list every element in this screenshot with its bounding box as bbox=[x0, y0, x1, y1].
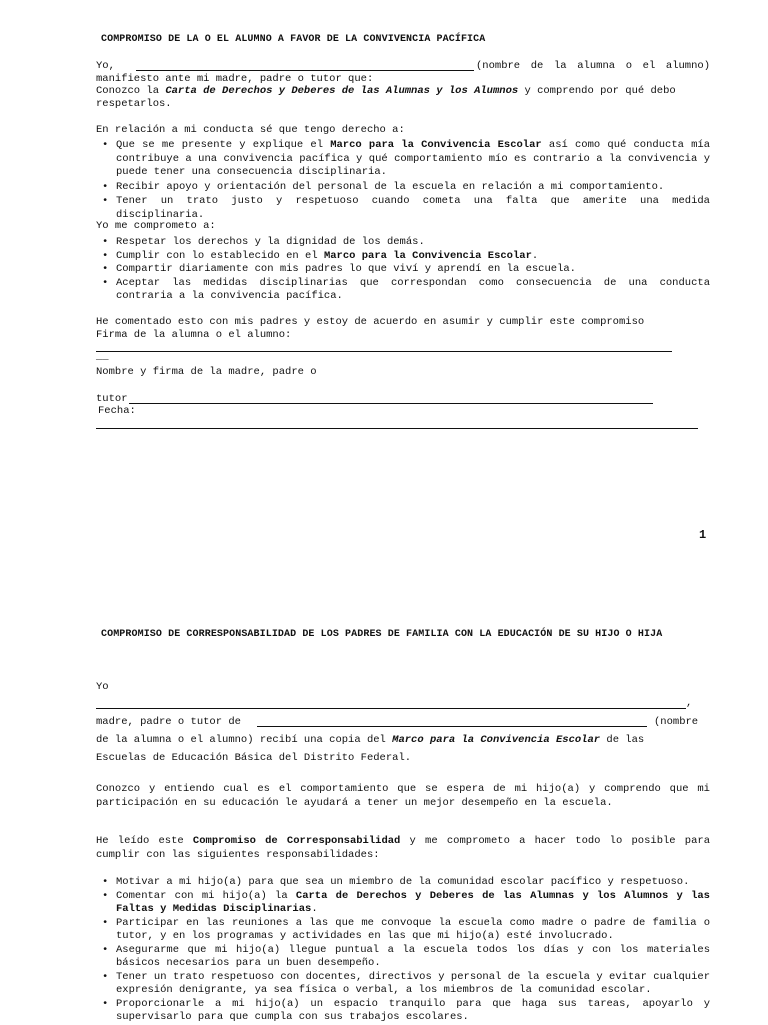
doc2-yo-label: Yo bbox=[96, 681, 109, 693]
doc1-conozco-suffix: y comprendo por qué debo bbox=[518, 85, 676, 97]
doc2-recibi bbox=[96, 734, 644, 748]
doc1-compromiso-list bbox=[96, 236, 710, 304]
doc2-responsabilidades-list bbox=[96, 876, 710, 1025]
item-text: Tener un trato justo y respetuoso cuando cometa una falta que amerite una medida disciplinaria. bbox=[116, 195, 710, 221]
item-text: Compartir diariamente con mis padres lo que viví y aprendí en la escuela. bbox=[116, 263, 576, 275]
doc2-madre-label: madre, padre o tutor de bbox=[96, 716, 241, 728]
doc1-title: COMPROMISO DE LA O EL ALUMNO A FAVOR DE LA CONVIVENCIA PACÍFICA bbox=[101, 34, 486, 45]
doc2-comma: , bbox=[686, 697, 693, 709]
list-item bbox=[96, 917, 710, 944]
doc1-firma-padre: Nombre y firma de la madre, padre o bbox=[96, 366, 317, 378]
doc1-compromiso-heading: Yo me comprometo a: bbox=[96, 220, 216, 232]
list-item bbox=[96, 263, 710, 277]
doc2-nombre-suffix: (nombre bbox=[654, 716, 699, 728]
item-text: Motivar a mi hijo(a) para que sea un miembro de la comunidad escolar pacífico y respetuoso. bbox=[116, 876, 690, 888]
doc2-title: COMPROMISO DE CORRESPONSABILIDAD DE LOS PADRES DE FAMILIA CON LA EDUCACIÓN DE SU HIJO O HIJA bbox=[101, 629, 663, 640]
list-item bbox=[96, 998, 710, 1025]
list-item bbox=[96, 944, 710, 971]
doc1-yo-suffix: (nombre de la alumna o el alumno) bbox=[476, 60, 710, 72]
doc1-comentado: He comentado esto con mis padres y estoy de acuerdo en asumir y cumplir este compromiso bbox=[96, 316, 645, 328]
doc1-derecho-heading: En relación a mi conducta sé que tengo derecho a: bbox=[96, 124, 405, 136]
doc2-leido-para bbox=[96, 835, 710, 862]
doc2-child-name-line bbox=[257, 726, 647, 727]
doc1-conozco-line2: respetarlos. bbox=[96, 98, 172, 110]
list-item bbox=[96, 236, 710, 250]
doc1-derecho-list bbox=[96, 139, 710, 222]
item-text: Cumplir con lo establecido en el bbox=[116, 249, 324, 262]
item-text: Participar en las reuniones a las que me convoque la escuela como madre o padre de familia o tutor, y en los programas y actividades en las que mi hijo(a) esté involucrado. bbox=[116, 916, 710, 942]
doc2-leido-pre: He leído este bbox=[96, 835, 193, 847]
doc1-fecha-line bbox=[96, 428, 698, 429]
list-item bbox=[96, 250, 710, 264]
list-item bbox=[96, 139, 710, 180]
doc2-name-line bbox=[96, 708, 686, 709]
list-item bbox=[96, 195, 710, 222]
item-text: Proporcionarle a mi hijo(a) un espacio tranquilo para que haga sus tareas, apoyarlo y supervisarlo para que cumpla con sus trabajos escolares. bbox=[116, 997, 710, 1023]
list-item bbox=[96, 890, 710, 917]
doc2-marco-convivencia: Marco para la Convivencia Escolar bbox=[392, 734, 601, 746]
doc1-firma-alumno-line bbox=[96, 351, 672, 352]
list-item bbox=[96, 181, 710, 195]
doc1-conozco-prefix: Conozco la bbox=[96, 85, 166, 97]
item-bold: Marco para la Convivencia Escolar bbox=[330, 139, 542, 151]
doc2-recibi-suffix: de las bbox=[600, 734, 645, 746]
doc1-carta-derechos: Carta de Derechos y Deberes de las Alumnas y los Alumnos bbox=[165, 85, 519, 97]
item-text: Respetar los derechos y la dignidad de los demás. bbox=[116, 236, 425, 248]
doc1-dashes: __ bbox=[96, 351, 109, 363]
item-text-post: . bbox=[531, 249, 539, 262]
doc1-tutor-line bbox=[129, 403, 653, 404]
doc2-compromiso-bold: Compromiso de Corresponsabilidad bbox=[192, 835, 401, 847]
doc2-recibi-prefix: de la alumna o el alumno) recibí una copia del bbox=[96, 734, 393, 746]
doc1-yo-label: Yo, bbox=[96, 60, 115, 72]
doc1-conozco bbox=[96, 85, 676, 99]
doc1-name-line bbox=[136, 70, 474, 71]
list-item bbox=[96, 971, 710, 998]
item-text: Comentar con mi hijo(a) la bbox=[116, 889, 296, 902]
item-text: Recibir apoyo y orientación del personal de la escuela en relación a mi comportamiento. bbox=[116, 180, 665, 193]
page-number: 1 bbox=[699, 528, 707, 542]
doc1-fecha-label: Fecha: bbox=[98, 405, 136, 417]
doc2-escuelas: Escuelas de Educación Básica del Distrito Federal. bbox=[96, 752, 412, 764]
doc2-conozco-para: Conozco y entiendo cual es el comportamiento que se espera de mi hijo(a) y comprendo que mi participación en su educación le ayudará a tener un mejor desempeño en la escuela. bbox=[96, 783, 710, 809]
item-text: Tener un trato respetuoso con docentes, directivos y personal de la escuela y evitar cualquier expresión denigrante, ya sea física o verbal, a los miembros de la comunidad escolar. bbox=[116, 970, 710, 996]
item-text-post: así como qué conducta mía contribuye a una convivencia pacífica y qué comportamiento mío es contrario a la convivencia y puede tener una consecuencia disciplinaria. bbox=[116, 139, 711, 178]
item-bold: Marco para la Convivencia Escolar bbox=[323, 249, 532, 262]
list-item bbox=[96, 876, 710, 890]
item-bold: Carta de Derechos y Deberes de las Alumnas y los Alumnos y las Faltas y Medidas Disciplinarias bbox=[116, 889, 710, 915]
doc1-tutor-label: tutor bbox=[96, 393, 128, 405]
doc1-yo-line2: manifiesto ante mi madre, padre o tutor que: bbox=[96, 73, 374, 85]
list-item bbox=[96, 277, 710, 304]
item-text: Que se me presente y explique el bbox=[116, 139, 331, 151]
doc1-firma-alumno: Firma de la alumna o el alumno: bbox=[96, 329, 292, 341]
item-text-post: . bbox=[311, 903, 318, 915]
doc2-leido-post: y me comprometo a hacer todo lo posible para cumplir con las siguientes responsabilidades: bbox=[96, 835, 711, 861]
item-text: Asegurarme que mi hijo(a) llegue puntual a la escuela todos los días y con los materiales básicos necesarios para un buen desempeño. bbox=[116, 943, 710, 969]
item-text: Aceptar las medidas disciplinarias que correspondan como consecuencia de una conducta contraria a la convivencia pacífica. bbox=[116, 276, 710, 302]
